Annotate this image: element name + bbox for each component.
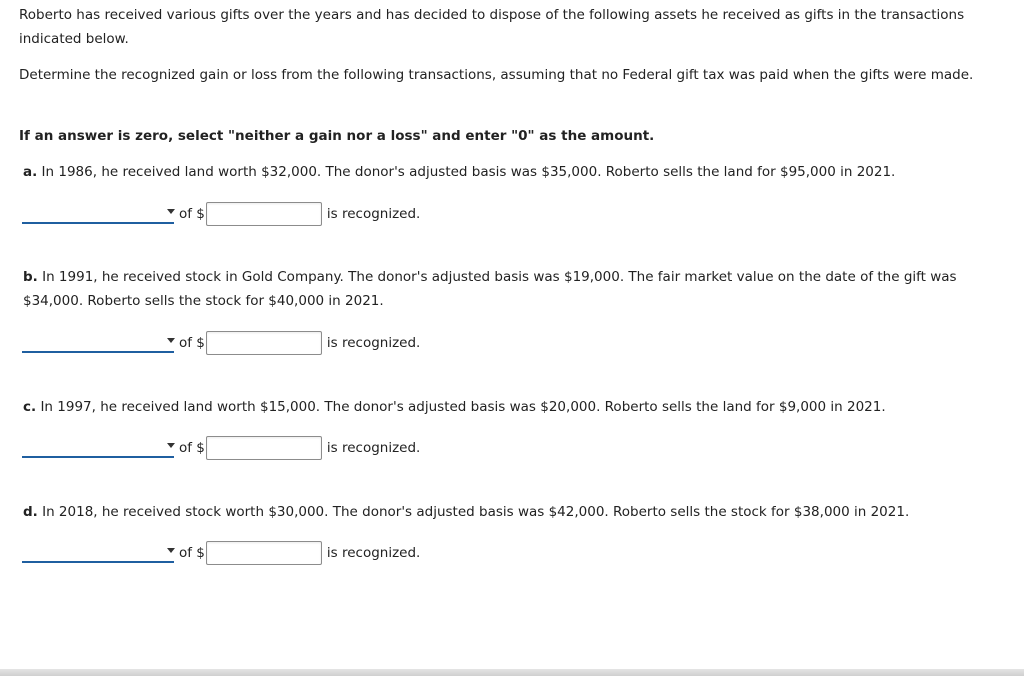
question-body: In 1997, he received land worth $15,000. The donor's adjusted basis was $20,000. Roberto sells the land for $9,000 in 2021.	[40, 399, 886, 415]
question-letter: b.	[23, 269, 38, 285]
question-body: In 1991, he received stock in Gold Company. The donor's adjusted basis was $19,000. The fair market value on the date of the gift was $34,000. Roberto sells the stock for $40,000 in 2021.	[23, 269, 957, 309]
amount-input-b[interactable]	[206, 331, 322, 355]
question-body: In 1986, he received land worth $32,000. The donor's adjusted basis was $35,000. Roberto sells the land for $95,000 in 2021.	[41, 164, 896, 180]
recognized-label: is recognized.	[326, 440, 421, 456]
gain-loss-select-c[interactable]	[22, 438, 174, 458]
recognized-label: is recognized.	[326, 206, 421, 222]
chevron-down-icon	[167, 209, 175, 214]
gain-loss-select-a[interactable]	[22, 204, 174, 224]
answer-row-c	[22, 435, 420, 461]
answer-row-b	[22, 330, 420, 356]
amount-input-c[interactable]	[206, 436, 322, 460]
gain-loss-select-b[interactable]	[22, 333, 174, 353]
question-a-text	[23, 160, 998, 184]
instructions-paragraph: Determine the recognized gain or loss from the following transactions, assuming that no Federal gift tax was paid when the gifts were made.	[19, 67, 974, 83]
question-b-text	[23, 265, 998, 313]
gain-loss-select-d[interactable]	[22, 543, 174, 563]
answer-row-d	[22, 540, 420, 566]
recognized-label: is recognized.	[326, 545, 421, 561]
question-letter: d.	[23, 504, 38, 520]
of-dollar-label: of $	[179, 545, 205, 561]
answer-row-a	[22, 201, 420, 227]
amount-input-d[interactable]	[206, 541, 322, 565]
bottom-divider	[0, 669, 1024, 676]
intro-paragraph: Roberto has received various gifts over the years and has decided to dispose of the following assets he received as gifts in the transactions indicated below.	[19, 7, 965, 47]
question-d-text	[23, 500, 998, 524]
recognized-label: is recognized.	[326, 335, 421, 351]
of-dollar-label: of $	[179, 206, 205, 222]
question-c-text	[23, 395, 998, 419]
chevron-down-icon	[167, 338, 175, 343]
chevron-down-icon	[167, 548, 175, 553]
zero-answer-note: If an answer is zero, select "neither a gain nor a loss" and enter "0" as the amount.	[19, 128, 655, 144]
question-letter: a.	[23, 164, 38, 180]
of-dollar-label: of $	[179, 335, 205, 351]
amount-input-a[interactable]	[206, 202, 322, 226]
of-dollar-label: of $	[179, 440, 205, 456]
chevron-down-icon	[167, 443, 175, 448]
question-letter: c.	[23, 399, 37, 415]
question-body: In 2018, he received stock worth $30,000. The donor's adjusted basis was $42,000. Roberto sells the stock for $38,000 in 2021.	[42, 504, 910, 520]
